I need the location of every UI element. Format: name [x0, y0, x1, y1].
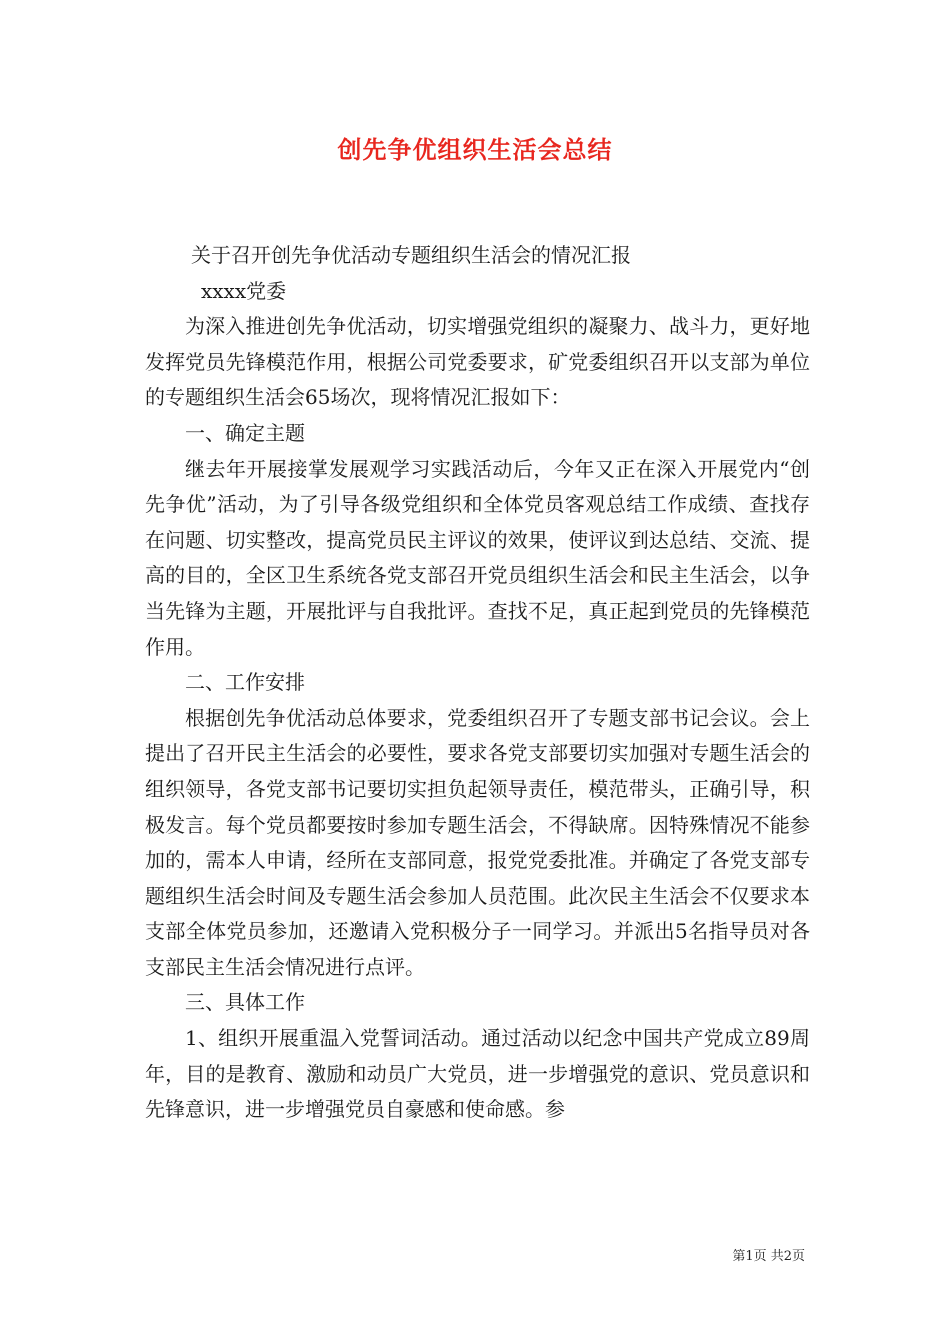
body-paragraph: 1、组织开展重温入党誓词活动。通过活动以纪念中国共产党成立89周年，目的是教育、激励和动员广大党员，进一步增强党的意识、党员意识和先锋意识，进一步增强党员自豪感和使命感。参: [145, 1026, 810, 1122]
section-heading: 二、工作安排: [185, 670, 305, 695]
page-footer: 第1页 共2页: [732, 1249, 805, 1264]
body-paragraph: 根据创先争优活动总体要求，党委组织召开了专题支部书记会议。会上提出了召开民主生活会的必要性，要求各党支部要切实加强对专题生活会的组织领导，各党支部书记要切实担负起领导责任，模范带头，正确引导，积极发言。每个党员都要按时参加专题生活会，不得缺席。因特殊情况不能参加的，需本人申请，经所在支部同意，报党党委批准。并确定了各党支部专题组织生活会时间及专题生活会参加人员范围。此次民主生活会不仅要求本支部全体党员参加，还邀请入党积极分子一同学习。并派出5名指导员对各支部民主生活会情况进行点评。: [145, 705, 810, 979]
section-heading: 三、具体工作: [185, 990, 305, 1015]
report-organization: xxxx党委: [201, 278, 287, 303]
document-title: 创先争优组织生活会总结: [337, 135, 613, 164]
section-heading: 一、确定主题: [185, 420, 305, 445]
report-subtitle: 关于召开创先争优活动专题组织生活会的情况汇报: [191, 243, 631, 267]
body-paragraph: 继去年开展接掌发展观学习实践活动后，今年又正在深入开展党内“创先争优”活动，为了引导各级党组织和全体党员客观总结工作成绩、查找存在问题、切实整改，提高党员民主评议的效果，使评议到达总结、交流、提高的目的，全区卫生系统各党支部召开党员组织生活会和民主生活会，以争当先锋为主题，开展批评与自我批评。查找不足，真正起到党员的先锋模范作用。: [145, 456, 810, 659]
document-body: [145, 238, 810, 1128]
body-paragraph: 为深入推进创先争优活动，切实增强党组织的凝聚力、战斗力，更好地发挥党员先锋模范作用，根据公司党委要求，矿党委组织召开以支部为单位的专题组织生活会65场次，现将情况汇报如下：: [145, 314, 810, 410]
